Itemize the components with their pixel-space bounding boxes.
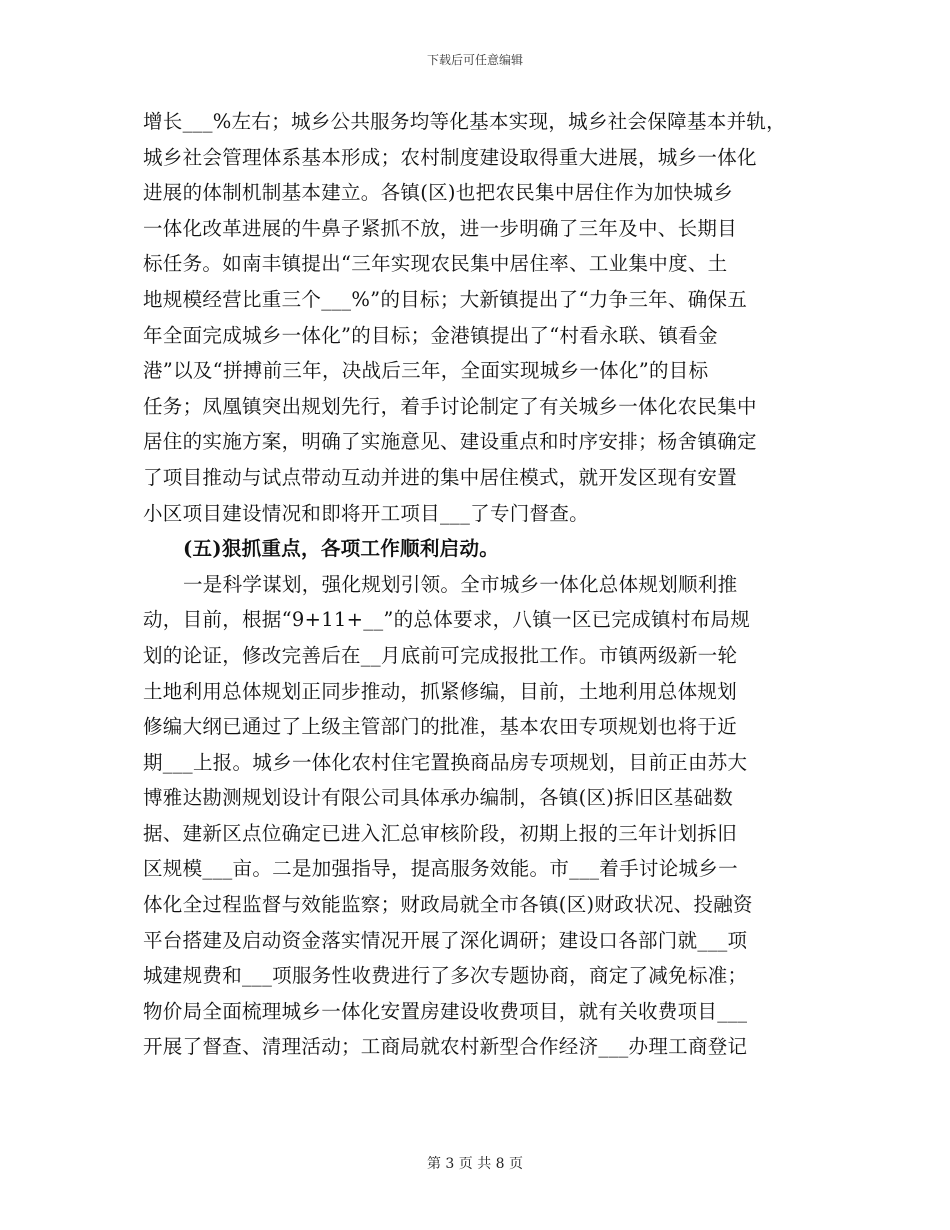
page-number-footer: 第 3 页 共 8 页 [426,1156,524,1172]
text-line: 开展了督查、清理活动；工商局就农村新型合作经济___办理工商登记 [143,1035,748,1059]
document-body [143,104,808,1065]
text-line: 区规模___亩。二是加强指导，提高服务效能。市___着手讨论城乡一 [143,857,738,881]
text-line: 城建规费和___项服务性收费进行了多次专题协商，商定了减免标准； [143,964,748,988]
text-line: 小区项目建设情况和即将开工项目___了专门督查。 [143,501,589,525]
text-line: 据、建新区点位确定已进入汇总审核阶段，初期上报的三年计划拆旧 [143,821,738,845]
text-line: 动，目前，根据“9+11+__”的总体要求，八镇一区已完成镇村布局规 [143,608,751,632]
text-line: 体化全过程监督与效能监察；财政局就全市各镇(区)财政状况、投融资 [143,893,753,917]
section-heading: (五)狠抓重点，各项工作顺利启动。 [183,537,500,561]
text-line: 地规模经营比重三个___%”的目标；大新镇提出了“力争三年、确保五 [143,287,748,311]
page-header: 下载后可任意编辑 [426,53,523,67]
text-line: 博雅达勘测规划设计有限公司具体承办编制，各镇(区)拆旧区基础数 [143,786,734,810]
text-line: 划的论证，修改完善后在__月底前可完成报批工作。市镇两级新一轮 [143,643,738,667]
text-line: 增长___%左右；城乡公共服务均等化基本实现，城乡社会保障基本并轨， [143,110,786,133]
text-line: 期___上报。城乡一体化农村住宅置换商品房专项规划，目前正由苏大 [143,750,748,774]
text-line: 任务；凤凰镇突出规划先行，着手讨论制定了有关城乡一体化农民集中 [143,394,757,418]
text-line: 居住的实施方案，明确了实施意见、建设重点和时序安排；杨舍镇确定 [143,430,757,454]
text-line: 修编大纲已通过了上级主管部门的批准，基本农田专项规划也将于近 [143,715,738,739]
text-line: 城乡社会管理体系基本形成；农村制度建设取得重大进展，城乡一体化 [143,145,757,169]
text-line: 年全面完成城乡一体化”的目标；金港镇提出了“村看永联、镇看金 [143,323,718,347]
text-line: 物价局全面梳理城乡一体化安置房建设收费项目，就有关收费项目___ [143,999,748,1023]
text-line: 土地利用总体规划正同步推动，抓紧修编，目前，土地利用总体规划 [143,679,738,703]
paragraph-first-line: 一是科学谋划，强化规划引领。全市城乡一体化总体规划顺利推 [183,572,738,596]
text-line: 港”以及“拼搏前三年，决战后三年，全面实现城乡一体化”的目标 [143,359,709,383]
text-line: 标任务。如南丰镇提出“三年实现农民集中居住率、工业集中度、土 [143,252,728,276]
text-line: 一体化改革进展的牛鼻子紧抓不放，进一步明确了三年及中、长期目 [143,216,738,240]
text-line: 平台搭建及启动资金落实情况开展了深化调研；建设口各部门就___项 [143,928,748,952]
text-line: 进展的体制机制基本建立。各镇(区)也把农民集中居住作为加快城乡 [143,181,734,205]
text-line: 了项目推动与试点带动互动并进的集中居住模式，就开发区现有安置 [143,465,738,489]
